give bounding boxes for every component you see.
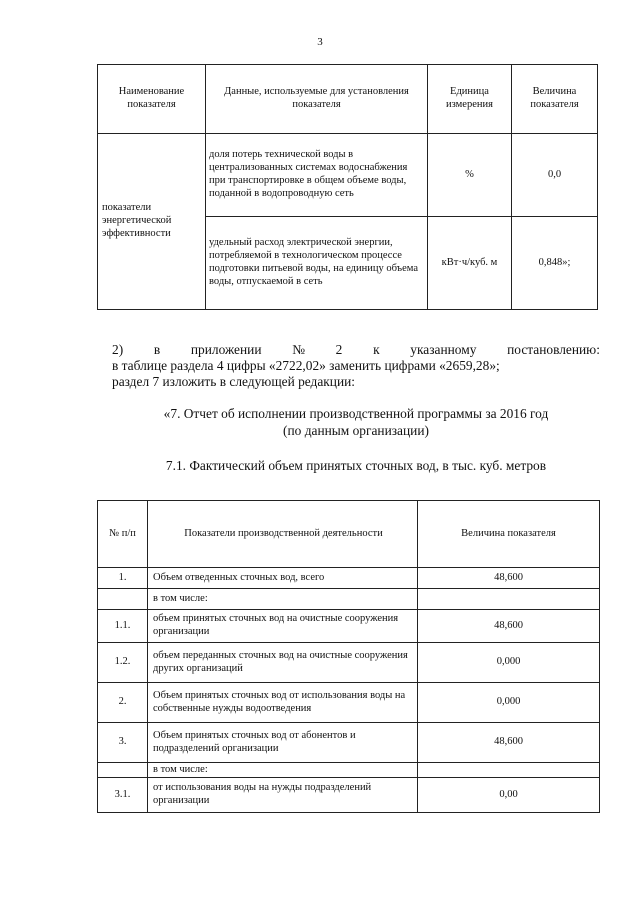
header-cell: Наименование показателя <box>98 65 206 134</box>
paragraph-line: в таблице раздела 4 цифры «2722,02» заменить цифрами «2659,28»; <box>112 358 500 373</box>
row-label: от использования воды на нужды подразделений организации <box>148 778 418 813</box>
word: 2 <box>335 342 343 357</box>
row-value <box>418 589 600 610</box>
energy-efficiency-table <box>97 64 598 310</box>
indicator-value: 0,848»; <box>512 217 598 310</box>
table-row <box>98 643 600 683</box>
word: 2) <box>112 342 124 357</box>
table-header-row <box>98 501 600 568</box>
row-label: в том числе: <box>148 589 418 610</box>
word: указанному <box>410 342 477 357</box>
row-number: 3.1. <box>98 778 148 813</box>
row-value: 48,600 <box>418 723 600 763</box>
table-row <box>98 763 600 778</box>
word: к <box>373 342 380 357</box>
row-value: 0,000 <box>418 683 600 723</box>
table-row <box>98 683 600 723</box>
table-row <box>98 568 600 589</box>
row-number: 1. <box>98 568 148 589</box>
table-row <box>98 778 600 813</box>
row-number: 1.2. <box>98 643 148 683</box>
word: в <box>153 342 161 357</box>
paragraph-line: раздел 7 изложить в следующей редакции: <box>112 374 356 389</box>
table-row <box>98 610 600 643</box>
row-label: в том числе: <box>148 763 418 778</box>
wastewater-volume-table <box>97 500 600 813</box>
page-number: 3 <box>317 36 323 48</box>
word: постановлению: <box>507 342 600 357</box>
table-row <box>98 723 600 763</box>
row-label: Объем отведенных сточных вод, всего <box>148 568 418 589</box>
word: № <box>292 342 305 357</box>
row-value: 0,000 <box>418 643 600 683</box>
header-cell: Величина показателя <box>418 501 600 568</box>
indicator-description: доля потерь технической воды в централизованных системах водоснабжения при транспортировке в общем объеме воды, поданной в водопроводную сеть <box>206 134 428 217</box>
row-label: объем переданных сточных вод на очистные сооружения других организаций <box>148 643 418 683</box>
indicator-group-name: показатели энергетической эффективности <box>98 134 206 310</box>
indicator-unit: % <box>428 134 512 217</box>
row-number: 2. <box>98 683 148 723</box>
row-label: Объем принятых сточных вод от использования воды на собственные нужды водоотведения <box>148 683 418 723</box>
amendment-paragraph <box>112 342 600 390</box>
paragraph-line <box>112 342 600 358</box>
subsection-title: 7.1. Фактический объем принятых сточных вод, в тыс. куб. метров <box>165 458 547 473</box>
header-cell: № п/п <box>98 501 148 568</box>
row-value: 48,600 <box>418 610 600 643</box>
row-number <box>98 589 148 610</box>
header-cell: Показатели производственной деятельности <box>148 501 418 568</box>
header-cell: Данные, используемые для установления показателя <box>206 65 428 134</box>
header-cell: Величина показателя <box>512 65 598 134</box>
row-value <box>418 763 600 778</box>
row-label: Объем принятых сточных вод от абонентов и подразделений организации <box>148 723 418 763</box>
indicator-description: удельный расход электрической энергии, потребляемой в технологическом процессе подготовки питьевой воды, на единицу объема воды, отпускаемой в сеть <box>206 217 428 310</box>
table-row <box>98 134 598 217</box>
row-value: 48,600 <box>418 568 600 589</box>
row-number <box>98 763 148 778</box>
row-number: 1.1. <box>98 610 148 643</box>
section-subtitle: (по данным организации) <box>283 423 429 438</box>
row-value: 0,00 <box>418 778 600 813</box>
word: приложении <box>190 342 262 357</box>
table-header-row <box>98 65 598 134</box>
section-title: «7. Отчет об исполнении производственной программы за 2016 год <box>163 406 549 421</box>
header-cell: Единица измерения <box>428 65 512 134</box>
row-number: 3. <box>98 723 148 763</box>
indicator-unit: кВт·ч/куб. м <box>428 217 512 310</box>
table-row <box>98 589 600 610</box>
row-label: объем принятых сточных вод на очистные сооружения организации <box>148 610 418 643</box>
indicator-value: 0,0 <box>512 134 598 217</box>
